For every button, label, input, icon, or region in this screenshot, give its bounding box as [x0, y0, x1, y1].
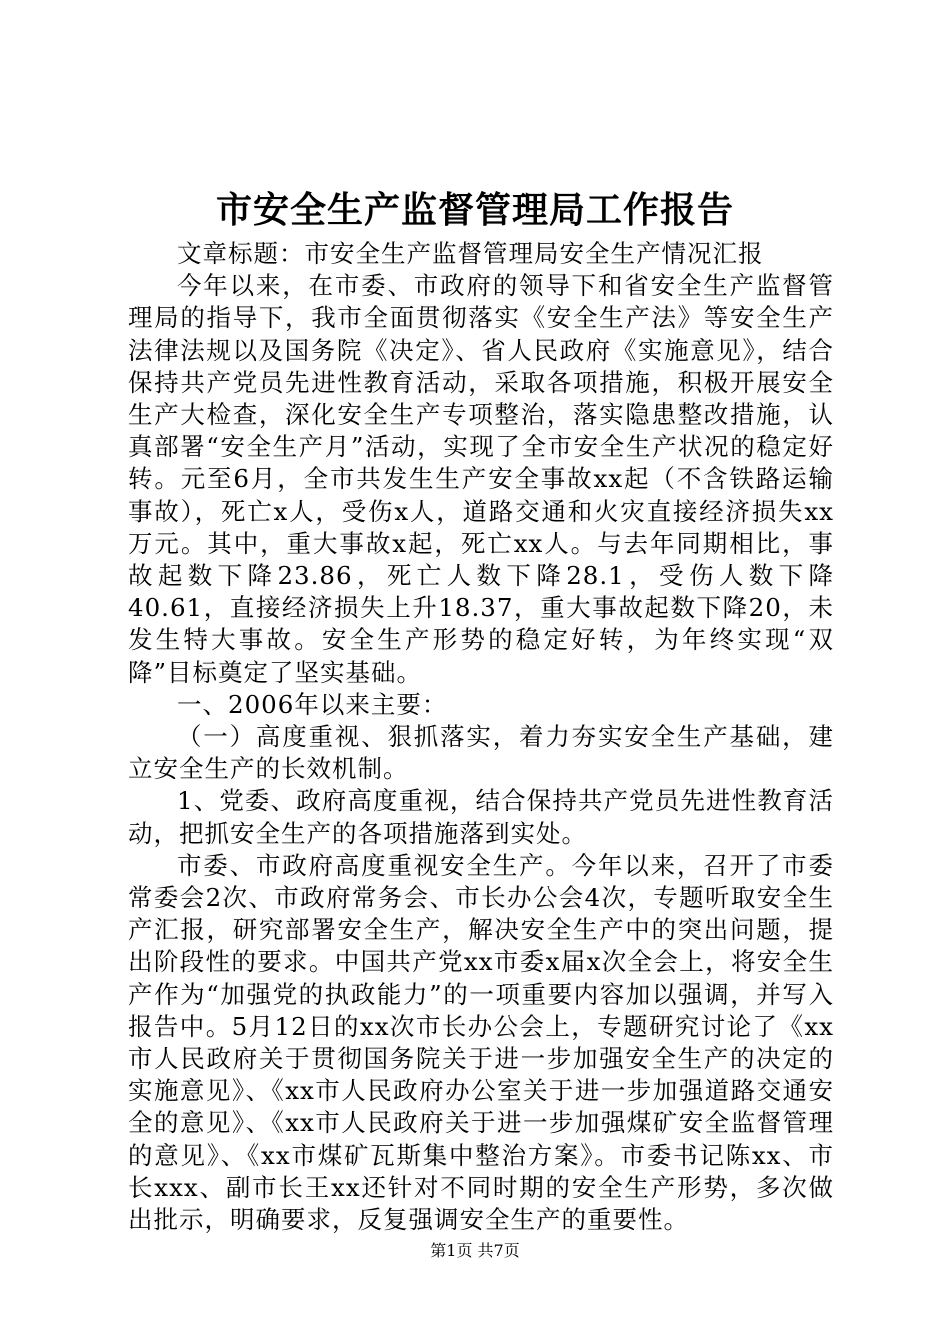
- subsection-heading: （一）高度重视、狠抓落实，着力夯实安全生产基础，建立安全生产的长效机制。: [128, 722, 834, 784]
- paragraph-intro: 今年以来，在市委、市政府的领导下和省安全生产监督管理局的指导下，我市全面贯彻落实《安全生产法》等安全生产法律法规以及国务院《决定》、省人民政府《实施意见》，结合保持共产党员先进性教育活动，采取各项措施，积极开展安全生产大检查，深化安全生产专项整治，落实隐患整改措施，认真部署“安全生产月”活动，实现了全市安全生产状况的稳定好转。元至6月，全市共发生生产安全事故xx起（不含铁路运输事故），死亡x人，受伤x人，道路交通和火灾直接经济损失xx万元。其中，重大事故x起，死亡xx人。与去年同期相比，事故起数下降23.86，死亡人数下降28.1，受伤人数下降40.61，直接经济损失上升18.37，重大事故起数下降20，未发生特大事故。安全生产形势的稳定好转，为年终实现“双降”目标奠定了坚实基础。: [128, 271, 834, 687]
- section-heading: 一、2006年以来主要：: [177, 689, 448, 719]
- page-footer: 第1页 共7页: [430, 1241, 520, 1260]
- paragraph-article-title: 文章标题：市安全生产监督管理局安全生产情况汇报: [177, 239, 764, 268]
- document-title: 市安全生产监督管理局工作报告: [215, 189, 734, 231]
- paragraph-body: 市委、市政府高度重视安全生产。今年以来，召开了市委常委会2次、市政府常务会、市长办公会4次，专题听取安全生产汇报，研究部署安全生产，解决安全生产中的突出问题，提出阶段性的要求。中国共产党xx市委x届x次全会上，将安全生产作为“加强党的执政能力”的一项重要内容加以强调，并写入报告中。5月12日的xx次市长办公会上，专题研究讨论了《xx市人民政府关于贯彻国务院关于进一步加强安全生产的决定的实施意见》、《xx市人民政府办公室关于进一步加强道路交通安全的意见》、《xx市人民政府关于进一步加强煤矿安全监督管理的意见》、《xx市煤矿瓦斯集中整治方案》。市委书记陈xx、市长xxx、副市长王xx还针对不同时期的安全生产形势，多次做出批示，明确要求，反复强调安全生产的重要性。: [128, 850, 834, 1235]
- item-heading: 1、党委、政府高度重视，结合保持共产党员先进性教育活动，把抓安全生产的各项措施落到实处。: [128, 786, 834, 848]
- document-body: [128, 238, 834, 1236]
